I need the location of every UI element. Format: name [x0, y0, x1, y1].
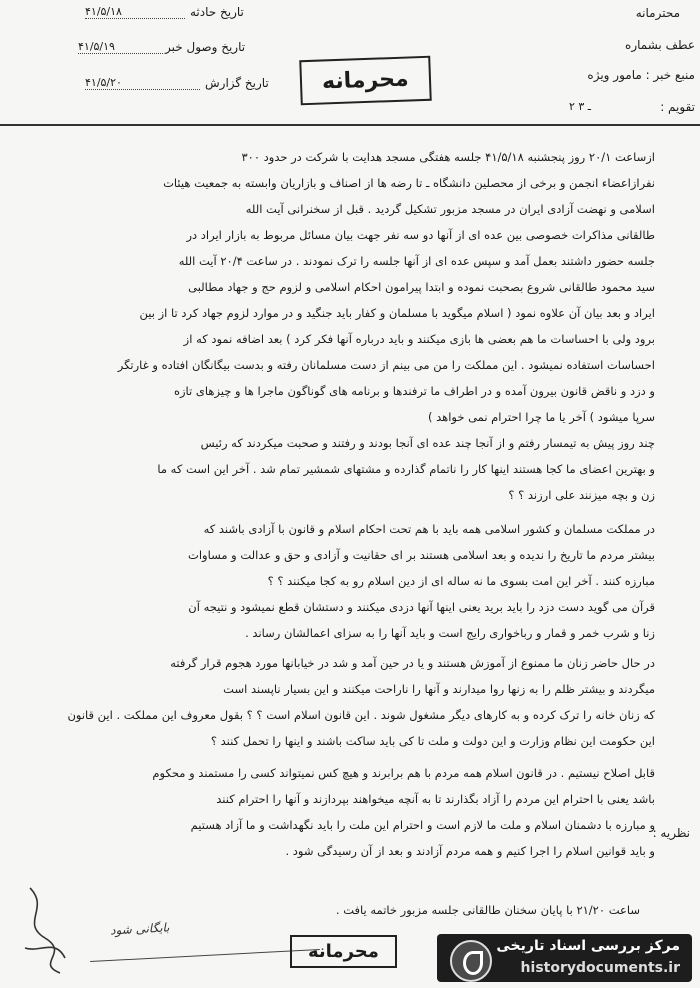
body-line: زنا و شرب خمر و قمار و رباخواری رایج است و باید آنها را به سزای اعمالشان رساند . — [245, 626, 655, 640]
body-line: قرآن می گوید دست دزد را باید برید یعنی اینها آنها دزدی میکنند و دستشان قطع نمیشود و نتیجه آن — [188, 600, 655, 614]
body-line: و دزد و ناقض قانون بیرون آمده و در اطراف ما ترفندها و برنامه های گوناگون ماجرا ها و چیزهای تازه — [173, 384, 655, 398]
body-line: ازساعت ۲۰/۱ روز پنجشنبه ۴۱/۵/۱۸ جلسه هفتگی مسجد هدایت با شرکت در حدود ۳۰۰ — [241, 150, 655, 164]
receipt-date-value: ۴۱/۵/۱۹ — [78, 40, 163, 54]
header-divider — [0, 124, 700, 126]
signature-underline — [90, 949, 320, 962]
margin-signature-scribble — [10, 878, 80, 983]
body-line: و بهترین اعضای ما کجا هستند اینها کار را ناتمام گذارده و مشتهای شمشیر تمام شد . آخر این است که ما — [157, 462, 655, 476]
body-line: چند روز پیش به تیمسار رفتم و از آنجا چند عده ای آنجا بودند و رفتند و صحبت میکردند که رئیس — [200, 436, 655, 450]
closing-line: ساعت ۲۱/۲۰ با پایان سخنان طالقانی جلسه مزبور خاتمه یافت . — [335, 903, 640, 917]
body-line: در مملکت مسلمان و کشور اسلامی همه باید با هم تحت احکام اسلام و قانون با آزادی باشند که — [203, 522, 655, 536]
body-line: احساسات استفاده نمیشود . این مملکت را من می بینم از دست مسلمانان رفته و بدست بیگانگان افتاده و غارتگر — [117, 358, 655, 372]
comment-label: نظریه : — [652, 826, 690, 840]
incident-date-value: ۴۱/۵/۱۸ — [85, 5, 185, 19]
body-line: طالقانی مذاکرات خصوصی بین عده ای از آنها دو سه نفر جهت بیان مسائل مربوط به بازار ایراد در — [186, 228, 655, 242]
evaluation-value: ۲ ـ ۳ — [568, 100, 592, 113]
evaluation-label: تقویم : — [660, 100, 695, 114]
classified-stamp: محرمانه — [299, 56, 431, 106]
body-line: اسلامی و نهضت آزادی ایران در مسجد مزبور تشکیل گردید . قبل از سخنرانی آیت الله — [245, 202, 655, 216]
body-line: و باید قوانین اسلام را اجرا کنیم و همه مردم آزادند و بعد از آن رسیدگی شود . — [285, 844, 655, 858]
body-line: جلسه حضور داشتند بعمل آمد و سپس عده ای از آنها جلسه را ترک نمودند . در ساعت ۲۰/۴ آیت الله — [178, 254, 655, 268]
body-line: که زنان خانه را ترک کرده و به کارهای دیگر مشغول شوند . این قانون اسلام است ؟ ؟ بقول معروف این مملکت . این قانون — [67, 708, 655, 722]
recipient-label: محترمانه — [635, 6, 680, 20]
body-line: مبارزه کنند . آخر این امت بسوی ما نه ساله ای از دین اسلام رو به کجا میکنند ؟ ؟ — [267, 574, 655, 588]
report-date-value: ۴۱/۵/۲۰ — [85, 76, 200, 90]
archive-logo-icon — [450, 940, 492, 982]
body-line: سرپا میشود ) آخر یا ما چرا احترام نمی خواهد ) — [427, 410, 655, 424]
body-line: سید محمود طالقانی شروع بصحبت نموده و ابتدا پیرامون احکام اسلامی و لزوم حج و جهاد مطالبی — [188, 280, 655, 294]
body-line: زن و بچه میزنند علی ارزند ؟ ؟ — [508, 488, 655, 502]
body-line: ایراد و بعد بیان آن علاوه نمود ( اسلام میگوید با مسلمان و کفار باید جنگید و در موارد لزوم جهاد کرد تا از بین — [139, 306, 655, 320]
watermark-url: historydocuments.ir — [520, 960, 680, 976]
body-line: در حال حاضر زنان ما ممنوع از آموزش هستند و یا در حین آمد و شد در خیابانها مورد هجوم قرار گرفته — [170, 656, 655, 670]
archive-watermark — [437, 934, 692, 982]
watermark-title: مرکز بررسی اسناد تاریخی — [496, 938, 680, 954]
body-line: نفرازاعضاء انجمن و برخی از محصلین دانشگاه ـ تا رضه ها از اصناف و بازاریان وابسته به جمعیت هیئات — [163, 176, 655, 190]
body-line: برود ولی با احساسات ما هم بعضی ها بازی میکنند و باید درباره آنها فکر کرد ) بعد اضافه نمود که از — [183, 332, 655, 346]
source-label: منبع خبر : مامور ویژه — [587, 68, 695, 82]
body-line: باشد یعنی با احترام این مردم را آزاد بگذارند تا به آنچه میخواهند بپردازند و آنها را احترام کنند — [216, 792, 655, 806]
reference-label: عطف بشماره — [625, 38, 695, 52]
body-line: میگردند و بیشتر ظلم را به زنها روا میدارند و آنها را ناراحت میکنند و این بسیار ناپسند است — [223, 682, 655, 696]
incident-date-label: تاریخ حادثه — [190, 5, 244, 19]
footer-classified-stamp: محرمانه — [290, 935, 397, 968]
body-line: این حکومت این نظام وزارت و این دولت و ملت تا کی باید ساکت باشند و اینها را تحمل کنند ؟ — [210, 734, 655, 748]
body-line: بیشتر مردم ما تاریخ را ندیده و بعد اسلامی هستند بر ای حقانیت و آزادی و حق و عدالت و مساوات — [188, 548, 655, 562]
body-line: و مبارزه با دشمنان اسلام و ملت ما لازم است و احترام این ملت را باید نگهداشت و ما آزاد هستیم — [190, 818, 655, 832]
body-line: قابل اصلاح نیستیم . در قانون اسلام همه مردم با هم برابرند و هیچ کس نمیتواند کسی را مستمند و محکوم — [152, 766, 655, 780]
report-date-label: تاریخ گزارش — [205, 76, 269, 90]
signature-line: بایگانی شود — [109, 920, 170, 938]
receipt-date-label: تاریخ وصول خبر — [165, 40, 246, 54]
